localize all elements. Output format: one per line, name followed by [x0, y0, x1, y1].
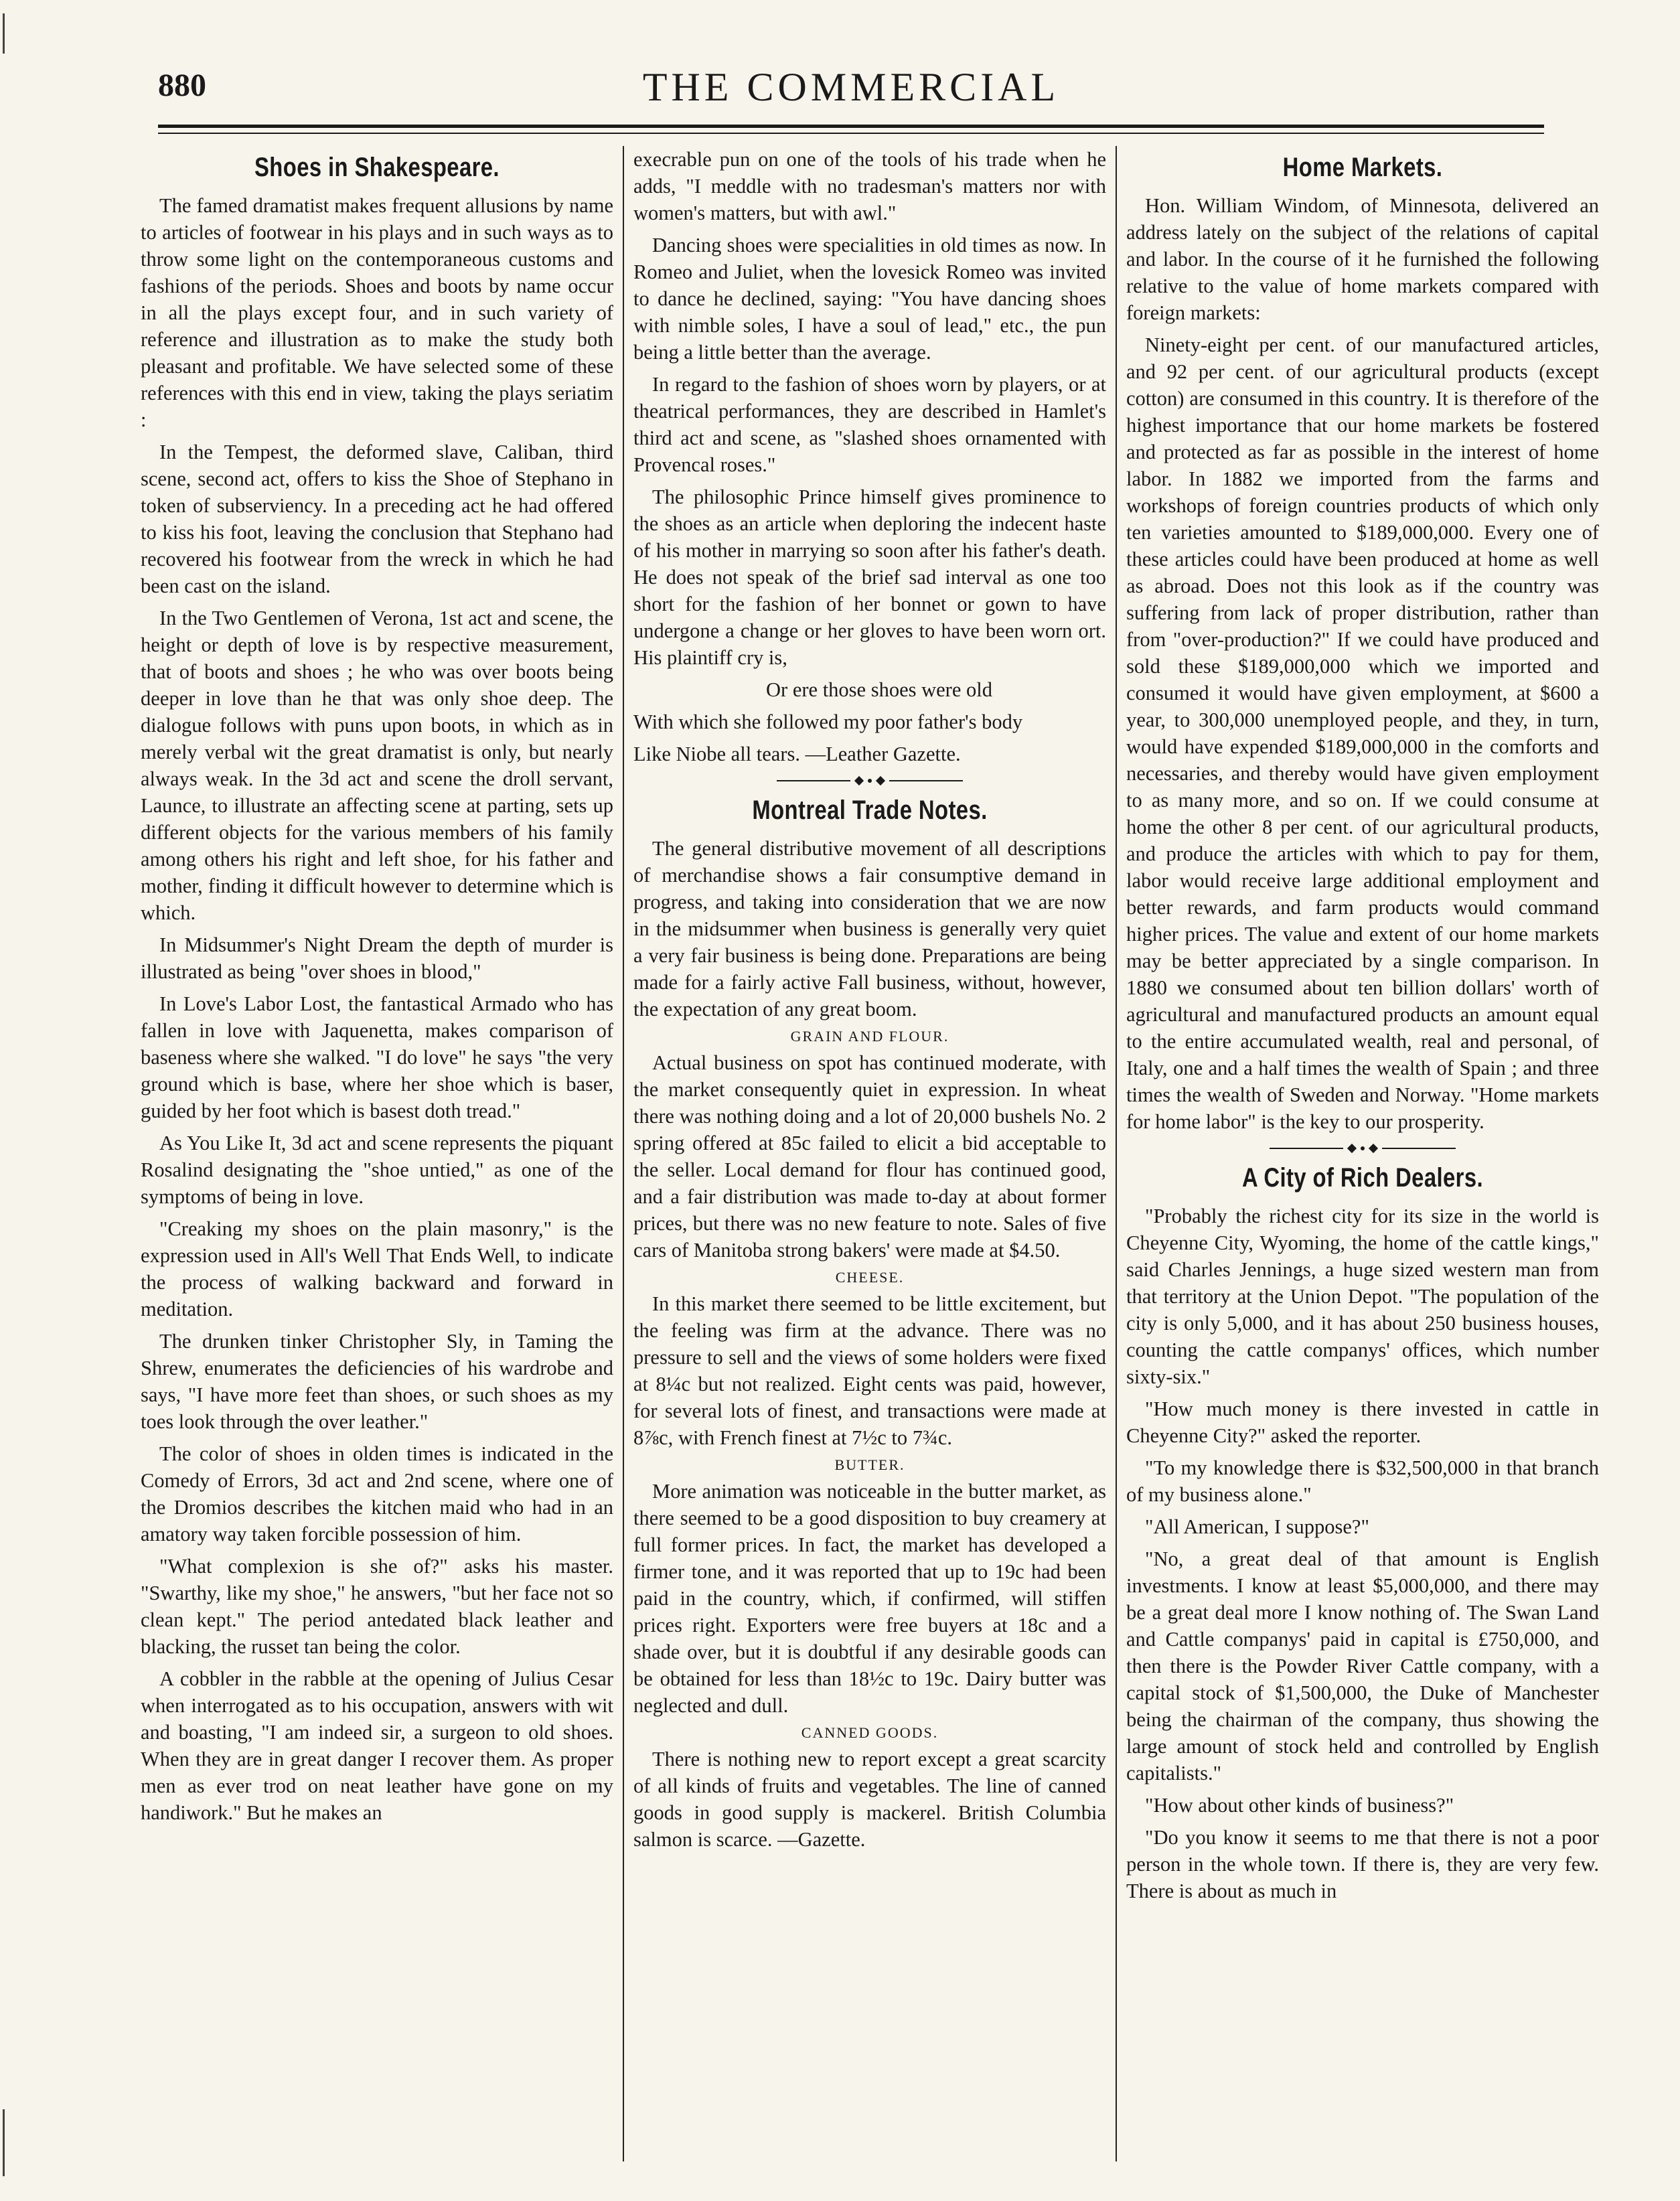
article-paragraph: Ninety-eight per cent. of our manufactured articles, and 92 per cent. of our agricultural products (except cotton) are consumed in this country. It is therefore of the highest importance that our home markets be fostered and protected as far as possible in the interest of home labor. In 1882 we imported from the farms and workshops of foreign countries products of which only ten varieties amounted to $189,000,000. Every one of these articles could have been produced at home as well as abroad. Does not this look as if the country was suffering from lack of proper distribution, rather than from "over-production?" If we could have produced and sold these $189,000,000 which we imported and consumed it would have given employment, at $600 a year, to 300,000 unemployed people, and they, in turn, would have expended $189,000,000 in the comforts and necessaries, and thereby would have given employment to as many more, and so on. If we could consume at home the other 8 per cent. of our agricultural products, and produce the articles with which to pay for them, labor would receive large additional employment and better rewards, and farm products would command higher prices. The value and extent of our home markets may be better appreciated by a single comparison. In 1880 we consumed about ten billion dollars' worth of agricultural and manufactured products an amount equal to the entire accumulated wealth, real and personal, of Italy, one and a half times the wealth of Spain ; and three times the wealth of Sweden and Norway. "Home markets for home labor" is the key to our prosperity.	[1126, 333, 1599, 1133]
article-paragraph: In Midsummer's Night Dream the depth of murder is illustrated as being "over shoes in blood,"	[141, 933, 613, 983]
poem-line: Or ere those shoes were old	[766, 678, 992, 701]
article-paragraph: "Do you know it seems to me that there is not a poor person in the whole town. If there is, they are very few. There is about as much in	[1126, 1826, 1599, 1902]
article-paragraph: More animation was noticeable in the butter market, as there seemed to be a good disposition to buy creamery at full former prices. In fact, the market has developed a firmer tone, and it was reported that up to 19c had been paid in the country, which, if confirmed, will stiffen prices right. Exporters were free buyers at 18c and a shade over, but it is doubtful if any desirable goods can be obtained for less than 18½c to 19c. Dairy butter was neglected and dull.	[633, 1480, 1106, 1717]
page-number: 880	[158, 68, 206, 103]
subheading-canned-goods: CANNED GOODS.	[801, 1724, 939, 1741]
article-paragraph: "Probably the richest city for its size in the world is Cheyenne City, Wyoming, the home of the cattle kings," said Charles Jennings, a huge sized western man from that territory at the Union Depot. "The population of the city is only 5,000, and it has about 250 business houses, counting the cattle companys' offices, which number sixty-six."	[1126, 1205, 1599, 1388]
article-paragraph: Hon. William Windom, of Minnesota, delivered an address lately on the subject of the relations of capital and labor. In the course of it he furnished the following relative to the value of home markets compared with foreign markets:	[1126, 194, 1599, 324]
article-title-montreal-trade-notes: Montreal Trade Notes.	[752, 795, 988, 825]
scan-margin-mark	[3, 13, 5, 54]
article-paragraph: In regard to the fashion of shoes worn by players, or at theatrical performances, they are described in Hamlet's third act and scene, as "slashed shoes ornamented with Provencal roses."	[633, 373, 1106, 476]
article-paragraph: The color of shoes in olden times is indicated in the Comedy of Errors, 3d act and 2nd scene, where one of the Dromios describes the kitchen maid who had in an amatory way taken forcible possession of him.	[141, 1442, 613, 1545]
article-paragraph: The philosophic Prince himself gives prominence to the shoes as an article when deploring the indecent haste of his mother in marrying so soon after his father's death. He does not speak of the brief sad interval as one too short for the fashion of her bonnet or gown to have undergone a change or her gloves to have been worn ort. His plaintiff cry is,	[633, 485, 1106, 669]
article-paragraph: "How much money is there invested in cattle in Cheyenne City?" asked the reporter.	[1126, 1397, 1599, 1447]
section-ornament	[633, 773, 1106, 789]
subheading-butter: BUTTER.	[834, 1456, 905, 1473]
poem-line: With which she followed my poor father's body	[633, 710, 1023, 733]
article-title-home-markets: Home Markets.	[1282, 153, 1443, 182]
article-paragraph: The drunken tinker Christopher Sly, in Taming the Shrew, enumerates the deficiencies of his wardrobe and says, "I have more feet than shoes, or such shoes as my toes look through the over leather."	[141, 1330, 613, 1433]
article-paragraph: In this market there seemed to be little excitement, but the feeling was firm at the advance. There was no pressure to sell and the views of some holders were fixed at 8¼c but not realized. Eight cents was paid, however, for several lots of finest, and transactions were made at 8⅞c, with French finest at 7½c to 7¾c.	[633, 1292, 1106, 1449]
article-paragraph: In the Two Gentlemen of Verona, 1st act and scene, the height or depth of love is by respective measurement, that of boots and shoes ; he who was over boots being deeper in love than he that was only shoe deep. The dialogue follows with puns upon boots, in which as in merely verbal wit the great dramatist is only, but nearly always weak. In the 3d act and scene the droll servant, Launce, to illustrate an affecting scene at parting, sets up different objects for the various members of his family among others his right and left shoe, for his father and mother, finding it difficult however to determine which is which.	[141, 607, 613, 924]
section-ornament	[1126, 1140, 1599, 1156]
article-paragraph: In Love's Labor Lost, the fantastical Armado who has fallen in love with Jaquenetta, makes comparison of baseness where she walked. "I do love" he says "the very ground which is base, where her shoe which is baser, guided by her foot which is basest doth tread."	[141, 992, 613, 1122]
article-paragraph: A cobbler in the rabble at the opening of Julius Cesar when interrogated as to his occupation, answers with wit and boasting, "I am indeed sir, a surgeon to old shoes. When they are in great danger I recover them. As proper men as ever trod on neat leather have gone on my handiwork." But he makes an	[141, 1667, 613, 1824]
article-paragraph: "Creaking my shoes on the plain masonry," is the expression used in All's Well That Ends Well, to indicate the process of walking backward and forward in meditation.	[141, 1217, 613, 1320]
article-paragraph: The general distributive movement of all descriptions of merchandise shows a fair consumptive demand in progress, and taking into consideration that we are now in the midsummer when business is generally very quiet a very fair business is being done. Preparations are being made for a fairly active Fall business, without, however, the expectation of any great boom.	[633, 837, 1106, 1020]
article-paragraph: There is nothing new to report except a great scarcity of all kinds of fruits and vegetables. The line of canned goods in good supply is mackerel. British Columbia salmon is scarce. —Gazette.	[633, 1748, 1106, 1851]
article-paragraph: "What complexion is she of?" asks his master. "Swarthy, like my shoe," he answers, "but her face not so clean kept." The period antedated black leather and blacking, the russet tan being the color.	[141, 1555, 613, 1658]
article-paragraph: "No, a great deal of that amount is English investments. I know at least $5,000,000, and there may be a great deal more I know nothing of. The Swan Land and Cattle companys' paid in capital is £750,000, and then there is the Powder River Cattle company, with a capital stock of $1,500,000, the Duke of Manchester being the chairman of the company, thus showing the large amount of stock held and controlled by English capitalists."	[1126, 1547, 1599, 1785]
column-1	[141, 146, 613, 2161]
article-paragraph: As You Like It, 3d act and scene represents the piquant Rosalind designating the "shoe untied," as one of the symptoms of being in love.	[141, 1132, 613, 1208]
column-3	[1126, 146, 1599, 2161]
column-divider	[1116, 146, 1117, 2161]
scan-margin-mark	[3, 2109, 5, 2176]
article-paragraph: "To my knowledge there is $32,500,000 in that branch of my business alone."	[1126, 1456, 1599, 1506]
article-paragraph: The famed dramatist makes frequent allusions by name to articles of footwear in his plays and in such ways as to throw some light on the contemporaneous customs and fashions of the periods. Shoes and boots by name occur in all the plays except four, and in such variety of reference and illustration as to make the study both pleasant and profitable. We have selected some of these references with this end in view, taking the plays seriatim :	[141, 194, 613, 431]
article-paragraph: In the Tempest, the deformed slave, Caliban, third scene, second act, offers to kiss the Shoe of Stephano in token of subserviency. In a preceding act he had offered to kiss his foot, leaving the conclusion that Stephano had recovered his footwear from the wreck in which he had been cast on the island.	[141, 441, 613, 597]
masthead-title: THE COMMERCIAL	[642, 65, 1060, 109]
poem-line: Like Niobe all tears. —Leather Gazette.	[633, 743, 961, 765]
header-rule-thin	[158, 133, 1544, 134]
header-rule-thick	[158, 125, 1544, 128]
article-paragraph: "How about other kinds of business?"	[1145, 1794, 1454, 1817]
column-divider	[623, 146, 624, 2161]
poem-quote	[633, 676, 1106, 767]
article-title-shoes-in-shakespeare: Shoes in Shakespeare.	[254, 153, 500, 182]
subheading-cheese: CHEESE.	[835, 1269, 905, 1286]
article-paragraph: Actual business on spot has continued moderate, with the market consequently quiet in expression. In wheat there was nothing doing and a lot of 20,000 bushels No. 2 spring offered at 85c failed to elicit a bid acceptable to the seller. Local demand for flour has continued good, and a fair distribution was made to-day at about former prices, but there was no new feature to note. Sales of five cars of Manitoba strong bakers' were made at $4.50.	[633, 1051, 1106, 1262]
article-paragraph: execrable pun on one of the tools of his trade when he adds, "I meddle with no tradesman's matters nor with women's matters, but with awl."	[633, 148, 1106, 224]
subheading-grain: GRAIN AND FLOUR.	[790, 1028, 949, 1045]
article-paragraph: "All American, I suppose?"	[1145, 1515, 1369, 1538]
column-2	[633, 146, 1106, 2161]
page-header	[158, 67, 1544, 121]
article-paragraph: Dancing shoes were specialities in old times as now. In Romeo and Juliet, when the lovesick Romeo was invited to dance he declined, saying: "You have dancing shoes with nimble soles, I have a soul of lead," etc., the pun being a little better than the average.	[633, 234, 1106, 364]
article-title-city-of-rich-dealers: A City of Rich Dealers.	[1241, 1163, 1484, 1193]
